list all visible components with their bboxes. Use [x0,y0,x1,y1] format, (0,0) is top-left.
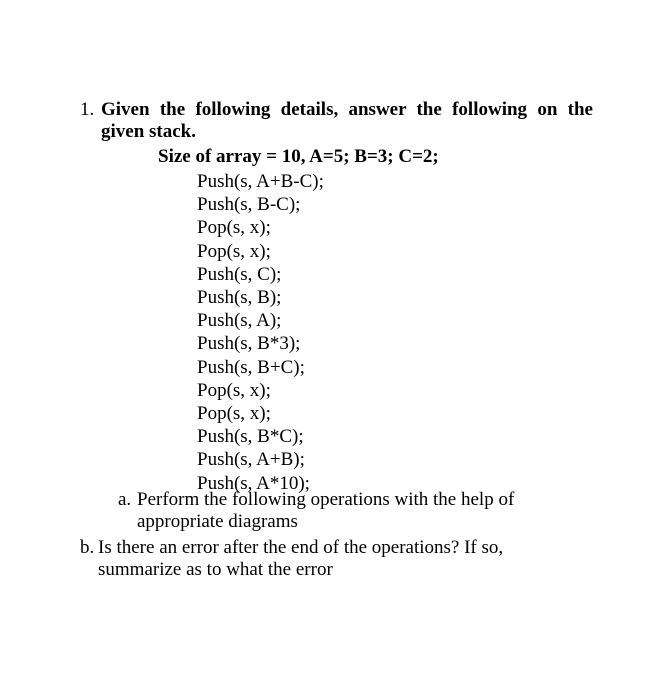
size-line: Size of array = 10, A=5; B=3; C=2; [158,146,439,167]
operations-list [197,170,324,495]
part-b-label: b. [80,537,95,558]
operation-item: Push(s, C); [197,263,282,285]
question-text: Given the following details, answer the following on the given stack. [101,99,593,142]
operation-item: Pop(s, x); [197,403,271,425]
operation-item: Push(s, B*C); [197,426,304,448]
operation-item: Push(s, A*10); [197,472,310,494]
operation-item: Push(s, A+B-C); [197,171,324,192]
operation-item: Push(s, B); [197,287,282,309]
operation-item: Push(s, B*3); [197,333,301,355]
question-number: 1. [80,99,95,120]
part-b-text: Is there an error after the end of the operations? If so, summarize as to what the error [98,537,504,580]
operation-item: Pop(s, x); [197,217,271,239]
operation-item: Pop(s, x); [197,240,271,262]
operation-item: Push(s, A+B); [197,449,305,471]
operation-item: Push(s, A); [197,310,282,332]
operation-item: Pop(s, x); [197,379,271,401]
part-a-label: a. [118,489,132,510]
part-a-text: Perform the following operations with the help of appropriate diagrams [137,489,515,532]
operation-item: Push(s, B-C); [197,194,301,216]
operation-item: Push(s, B+C); [197,356,305,378]
